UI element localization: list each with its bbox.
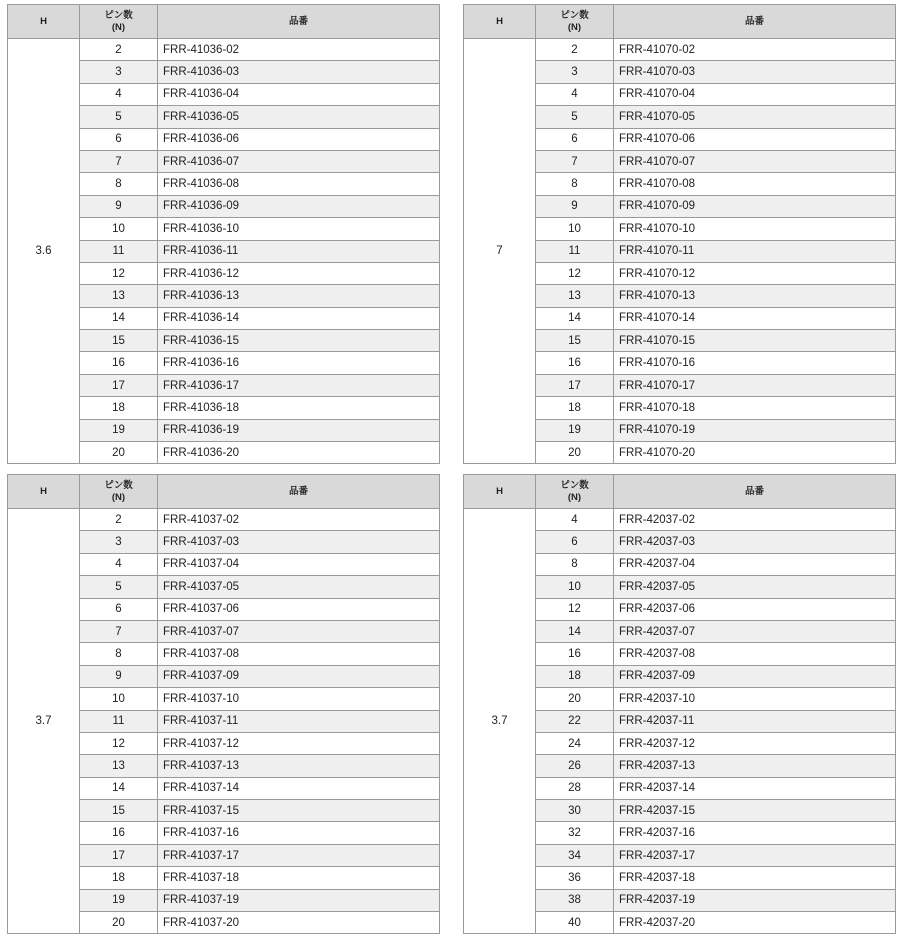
part-number-cell: FRR-42037-17 xyxy=(614,844,896,866)
pin-count-cell: 28 xyxy=(536,777,614,799)
pin-count-cell: 10 xyxy=(536,576,614,598)
pin-count-cell: 30 xyxy=(536,800,614,822)
part-number-cell: FRR-42037-14 xyxy=(614,777,896,799)
part-number-cell: FRR-42037-03 xyxy=(614,531,896,553)
part-number-cell: FRR-41037-03 xyxy=(158,531,440,553)
part-number-cell: FRR-41070-08 xyxy=(614,173,896,195)
pin-count-cell: 4 xyxy=(80,83,158,105)
part-number-cell: FRR-41036-16 xyxy=(158,352,440,374)
pin-count-cell: 9 xyxy=(536,195,614,217)
part-number-cell: FRR-42037-02 xyxy=(614,509,896,531)
pin-count-cell: 13 xyxy=(80,285,158,307)
pins-header-unit: (N) xyxy=(567,21,582,33)
part-number-cell: FRR-41070-13 xyxy=(614,285,896,307)
pin-count-cell: 9 xyxy=(80,665,158,687)
table-row xyxy=(464,509,896,531)
part-number-cell: FRR-41037-09 xyxy=(158,665,440,687)
pin-count-cell: 7 xyxy=(80,620,158,642)
pin-count-cell: 10 xyxy=(80,218,158,240)
part-number-cell: FRR-41036-19 xyxy=(158,419,440,441)
pin-count-cell: 12 xyxy=(536,262,614,284)
pin-count-cell: 20 xyxy=(536,688,614,710)
table-header-row xyxy=(464,475,896,509)
part-number-cell: FRR-42037-15 xyxy=(614,800,896,822)
part-number-cell: FRR-42037-05 xyxy=(614,576,896,598)
pin-count-cell: 14 xyxy=(80,307,158,329)
pin-count-cell: 16 xyxy=(80,352,158,374)
pin-count-cell: 3 xyxy=(80,531,158,553)
pin-count-cell: 36 xyxy=(536,867,614,889)
part-number-cell: FRR-42037-18 xyxy=(614,867,896,889)
part-number-cell: FRR-41036-03 xyxy=(158,61,440,83)
pin-count-cell: 5 xyxy=(536,106,614,128)
pin-count-cell: 13 xyxy=(80,755,158,777)
pin-count-cell: 6 xyxy=(536,128,614,150)
table-header-row xyxy=(464,5,896,39)
column-header-part-number: 品番 xyxy=(614,5,896,39)
spec-table-h-3-7-single-row xyxy=(7,474,440,934)
pin-count-cell: 18 xyxy=(536,665,614,687)
pin-count-cell: 9 xyxy=(80,195,158,217)
pin-count-cell: 3 xyxy=(80,61,158,83)
pin-count-cell: 2 xyxy=(80,509,158,531)
part-number-cell: FRR-41036-20 xyxy=(158,442,440,464)
pin-count-cell: 12 xyxy=(536,598,614,620)
part-number-cell: FRR-41070-07 xyxy=(614,150,896,172)
pin-count-cell: 14 xyxy=(536,620,614,642)
part-number-cell: FRR-41070-05 xyxy=(614,106,896,128)
pin-count-cell: 6 xyxy=(80,128,158,150)
pin-count-cell: 7 xyxy=(536,150,614,172)
pin-count-cell: 15 xyxy=(80,800,158,822)
pin-count-cell: 20 xyxy=(536,442,614,464)
part-number-cell: FRR-41037-14 xyxy=(158,777,440,799)
pin-count-cell: 22 xyxy=(536,710,614,732)
pin-count-cell: 40 xyxy=(536,912,614,934)
pin-count-cell: 19 xyxy=(80,419,158,441)
part-number-cell: FRR-42037-08 xyxy=(614,643,896,665)
pin-count-cell: 16 xyxy=(536,352,614,374)
pin-count-cell: 14 xyxy=(80,777,158,799)
h-value-cell: 3.6 xyxy=(8,39,80,464)
part-number-cell: FRR-41036-11 xyxy=(158,240,440,262)
part-number-cell: FRR-41070-19 xyxy=(614,419,896,441)
pin-count-cell: 12 xyxy=(80,262,158,284)
part-number-cell: FRR-41036-14 xyxy=(158,307,440,329)
part-number-cell: FRR-41037-10 xyxy=(158,688,440,710)
pin-count-cell: 11 xyxy=(536,240,614,262)
pin-count-cell: 13 xyxy=(536,285,614,307)
part-number-cell: FRR-41037-05 xyxy=(158,576,440,598)
part-number-cell: FRR-42037-20 xyxy=(614,912,896,934)
pin-count-cell: 5 xyxy=(80,106,158,128)
pin-count-cell: 8 xyxy=(536,173,614,195)
pin-count-cell: 15 xyxy=(80,330,158,352)
pin-count-cell: 11 xyxy=(80,710,158,732)
pin-count-cell: 5 xyxy=(80,576,158,598)
part-number-cell: FRR-41037-16 xyxy=(158,822,440,844)
part-number-cell: FRR-41037-11 xyxy=(158,710,440,732)
column-header-part-number: 品番 xyxy=(158,475,440,509)
table-row xyxy=(8,39,440,61)
part-number-cell: FRR-41070-11 xyxy=(614,240,896,262)
pin-count-cell: 17 xyxy=(80,844,158,866)
part-number-cell: FRR-41070-14 xyxy=(614,307,896,329)
part-number-cell: FRR-41037-06 xyxy=(158,598,440,620)
part-number-cell: FRR-42037-10 xyxy=(614,688,896,710)
part-number-cell: FRR-41037-15 xyxy=(158,800,440,822)
pin-count-cell: 20 xyxy=(80,912,158,934)
part-number-cell: FRR-41037-08 xyxy=(158,643,440,665)
part-number-cell: FRR-41036-07 xyxy=(158,150,440,172)
part-number-cell: FRR-41070-06 xyxy=(614,128,896,150)
part-number-cell: FRR-41070-18 xyxy=(614,397,896,419)
part-number-cell: FRR-41036-17 xyxy=(158,374,440,396)
h-value-cell: 7 xyxy=(464,39,536,464)
pin-count-cell: 4 xyxy=(536,509,614,531)
part-number-cell: FRR-41037-12 xyxy=(158,732,440,754)
column-header-h: H xyxy=(464,5,536,39)
pin-count-cell: 6 xyxy=(80,598,158,620)
part-number-cell: FRR-41036-05 xyxy=(158,106,440,128)
pin-count-cell: 16 xyxy=(80,822,158,844)
part-number-cell: FRR-41036-06 xyxy=(158,128,440,150)
part-number-cell: FRR-42037-13 xyxy=(614,755,896,777)
pin-count-cell: 17 xyxy=(536,374,614,396)
part-number-cell: FRR-41070-17 xyxy=(614,374,896,396)
pin-count-cell: 11 xyxy=(80,240,158,262)
pin-count-cell: 16 xyxy=(536,643,614,665)
table-header-row xyxy=(8,5,440,39)
part-number-cell: FRR-41037-17 xyxy=(158,844,440,866)
spec-table-h-3-7-double-row xyxy=(463,474,896,934)
column-header-pins xyxy=(536,5,614,39)
part-number-cell: FRR-42037-07 xyxy=(614,620,896,642)
pin-count-cell: 15 xyxy=(536,330,614,352)
h-value-cell: 3.7 xyxy=(8,509,80,934)
pin-count-cell: 34 xyxy=(536,844,614,866)
column-header-pins xyxy=(80,475,158,509)
part-number-cell: FRR-41070-09 xyxy=(614,195,896,217)
part-number-cell: FRR-42037-12 xyxy=(614,732,896,754)
column-header-pins xyxy=(80,5,158,39)
part-number-cell: FRR-41070-16 xyxy=(614,352,896,374)
pin-count-cell: 18 xyxy=(80,867,158,889)
pins-header-unit: (N) xyxy=(567,491,582,503)
table-row xyxy=(464,39,896,61)
part-number-cell: FRR-41036-13 xyxy=(158,285,440,307)
pin-count-cell: 2 xyxy=(536,39,614,61)
part-number-cell: FRR-41070-12 xyxy=(614,262,896,284)
pin-count-cell: 8 xyxy=(536,553,614,575)
pin-count-cell: 32 xyxy=(536,822,614,844)
pins-header-unit: (N) xyxy=(111,491,126,503)
pin-count-cell: 8 xyxy=(80,173,158,195)
pins-header-label: ピン数 xyxy=(104,9,133,21)
spec-table-h-3-6 xyxy=(7,4,440,464)
pins-header-label: ピン数 xyxy=(104,479,133,491)
spec-table-h-7 xyxy=(463,4,896,464)
part-number-cell: FRR-41036-02 xyxy=(158,39,440,61)
pin-count-cell: 20 xyxy=(80,442,158,464)
part-number-cell: FRR-41037-07 xyxy=(158,620,440,642)
pin-count-cell: 10 xyxy=(536,218,614,240)
part-number-cell: FRR-42037-11 xyxy=(614,710,896,732)
pins-header-label: ピン数 xyxy=(560,9,589,21)
part-number-cell: FRR-41070-15 xyxy=(614,330,896,352)
part-number-cell: FRR-42037-19 xyxy=(614,889,896,911)
pin-count-cell: 4 xyxy=(536,83,614,105)
pin-count-cell: 14 xyxy=(536,307,614,329)
part-number-cell: FRR-41037-19 xyxy=(158,889,440,911)
part-number-cell: FRR-41037-04 xyxy=(158,553,440,575)
pin-count-cell: 8 xyxy=(80,643,158,665)
pins-header-label: ピン数 xyxy=(560,479,589,491)
part-number-cell: FRR-42037-04 xyxy=(614,553,896,575)
column-header-pins xyxy=(536,475,614,509)
pin-count-cell: 26 xyxy=(536,755,614,777)
column-header-part-number: 品番 xyxy=(158,5,440,39)
part-number-cell: FRR-41070-02 xyxy=(614,39,896,61)
part-number-cell: FRR-41070-03 xyxy=(614,61,896,83)
part-number-cell: FRR-41070-10 xyxy=(614,218,896,240)
pin-count-cell: 17 xyxy=(80,374,158,396)
column-header-h: H xyxy=(8,5,80,39)
part-number-cell: FRR-41037-20 xyxy=(158,912,440,934)
part-number-cell: FRR-41037-18 xyxy=(158,867,440,889)
part-number-cell: FRR-42037-06 xyxy=(614,598,896,620)
part-number-cell: FRR-42037-09 xyxy=(614,665,896,687)
part-number-cell: FRR-41036-04 xyxy=(158,83,440,105)
part-number-cell: FRR-41036-12 xyxy=(158,262,440,284)
pin-count-cell: 6 xyxy=(536,531,614,553)
pin-count-cell: 2 xyxy=(80,39,158,61)
h-value-cell: 3.7 xyxy=(464,509,536,934)
pin-count-cell: 19 xyxy=(536,419,614,441)
pin-count-cell: 18 xyxy=(536,397,614,419)
pin-count-cell: 7 xyxy=(80,150,158,172)
part-number-cell: FRR-41036-08 xyxy=(158,173,440,195)
pin-count-cell: 19 xyxy=(80,889,158,911)
part-number-cell: FRR-41037-02 xyxy=(158,509,440,531)
part-number-cell: FRR-41036-18 xyxy=(158,397,440,419)
table-row xyxy=(8,509,440,531)
pin-count-cell: 12 xyxy=(80,732,158,754)
part-number-cell: FRR-41036-09 xyxy=(158,195,440,217)
part-number-cell: FRR-41037-13 xyxy=(158,755,440,777)
pin-count-cell: 38 xyxy=(536,889,614,911)
part-number-cell: FRR-41036-10 xyxy=(158,218,440,240)
part-number-cell: FRR-42037-16 xyxy=(614,822,896,844)
part-number-cell: FRR-41036-15 xyxy=(158,330,440,352)
pin-count-cell: 18 xyxy=(80,397,158,419)
column-header-h: H xyxy=(8,475,80,509)
table-header-row xyxy=(8,475,440,509)
part-number-cell: FRR-41070-04 xyxy=(614,83,896,105)
pin-count-cell: 24 xyxy=(536,732,614,754)
part-number-cell: FRR-41070-20 xyxy=(614,442,896,464)
pins-header-unit: (N) xyxy=(111,21,126,33)
column-header-part-number: 品番 xyxy=(614,475,896,509)
pin-count-cell: 3 xyxy=(536,61,614,83)
pin-count-cell: 4 xyxy=(80,553,158,575)
pin-count-cell: 10 xyxy=(80,688,158,710)
column-header-h: H xyxy=(464,475,536,509)
